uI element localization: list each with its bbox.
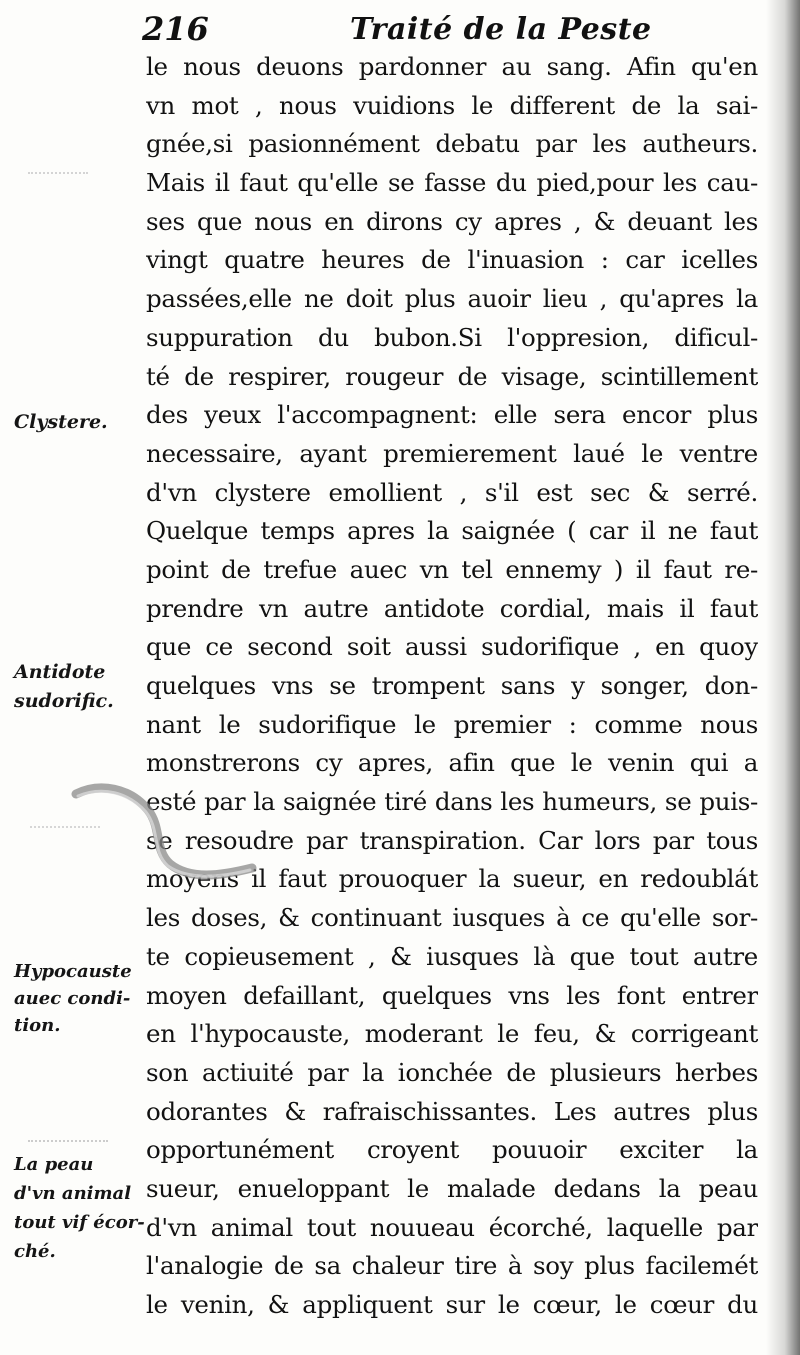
margin-note-line: ché. — [14, 1241, 56, 1262]
text-line: son actiuité par la ionchée de plusieurs herbes — [146, 1057, 758, 1087]
text-line: nant le sudorifique le premier : comme nous — [146, 709, 758, 739]
bleed-through-mark — [28, 172, 88, 184]
page-gutter-shadow — [766, 0, 800, 1355]
margin-note-line: auec condi- — [14, 988, 131, 1009]
text-line: d'vn animal tout nouueau écorché, laquelle par — [146, 1212, 758, 1242]
margin-note-line: Antidote — [14, 661, 106, 683]
margin-note-line: sudorific. — [14, 690, 114, 712]
text-line: vingt quatre heures de l'inuasion : car icelles — [146, 245, 758, 275]
text-line: Quelque temps apres la saignée ( car il ne faut — [146, 516, 758, 546]
text-line: d'vn clystere emollient , s'il est sec & serré. — [146, 477, 758, 507]
margin-note-line: Clystere. — [14, 411, 108, 433]
text-line: suppuration du bubon.Si l'oppresion, dificul- — [146, 322, 758, 352]
text-line: point de trefue auec vn tel ennemy ) il faut re- — [146, 554, 758, 584]
text-line: quelques vns se trompent sans y songer, don- — [146, 671, 758, 700]
text-line: passées,elle ne doit plus auoir lieu , qu'apres la — [146, 284, 758, 314]
text-line: les doses, & continuant iusques à ce qu'elle sor- — [146, 903, 758, 933]
text-line: moyens il faut prouoquer la sueur, en redoublát — [146, 864, 758, 894]
running-head: Traité de la Peste — [350, 12, 652, 47]
text-line: en l'hypocauste, moderant le feu, & corrigeant — [146, 1019, 758, 1049]
text-line: sueur, enueloppant le malade dedans la peau — [146, 1173, 758, 1203]
text-line: odorantes & rafraischissantes. Les autres plus — [146, 1096, 758, 1126]
text-line: Mais il faut qu'elle se fasse du pied,pour les cau- — [146, 168, 758, 198]
margin-note-antidote — [14, 658, 142, 716]
margin-note-line: La peau — [14, 1154, 94, 1175]
text-line: moyen defaillant, quelques vns les font entrer — [146, 980, 758, 1010]
text-line: prendre vn autre antidote cordial, mais il faut — [146, 593, 758, 623]
text-line: des yeux l'accompagnent: elle sera encor plus — [146, 400, 758, 430]
margin-note-line: tout vif écor- — [14, 1212, 145, 1233]
thread-artifact — [70, 780, 260, 890]
page-number: 216 — [142, 10, 209, 48]
margin-note-line: tion. — [14, 1015, 61, 1036]
text-line: esté par la saignée tiré dans les humeurs, se puis- — [146, 787, 758, 817]
text-line: vn mot , nous vuidions le different de la sai- — [146, 90, 758, 120]
text-line: monstrerons cy apres, afin que le venin qui a — [146, 748, 758, 778]
text-line: ses que nous en dirons cy apres , & deuant les — [146, 206, 758, 236]
text-line: opportunément croyent pouuoir exciter la — [146, 1135, 758, 1165]
text-line: necessaire, ayant premierement laué le ventre — [146, 438, 758, 468]
text-line: le venin, & appliquent sur le cœur, le cœur du — [146, 1290, 758, 1319]
margin-note-line: Hypocauste — [14, 961, 132, 982]
text-line: gnée,si pasionnément debatu par les autheurs. — [146, 129, 758, 159]
text-line: se resoudre par transpiration. Car lors par tous — [146, 825, 758, 855]
margin-note-hypocauste — [14, 958, 142, 1039]
body-text — [146, 48, 758, 1325]
margin-note-clystere — [14, 408, 142, 437]
margin-note-peau — [14, 1150, 145, 1266]
text-line: que ce second soit aussi sudorifique , en quoy — [146, 632, 758, 662]
text-line: le nous deuons pardonner au sang. Afin qu'en — [146, 52, 758, 81]
text-line: té de respirer, rougeur de visage, scintillement — [146, 361, 758, 391]
margin-note-line: d'vn animal — [14, 1183, 132, 1204]
text-line: te copieusement , & iusques là que tout autre — [146, 941, 758, 971]
text-line: l'analogie de sa chaleur tire à soy plus facilemét — [146, 1251, 758, 1281]
